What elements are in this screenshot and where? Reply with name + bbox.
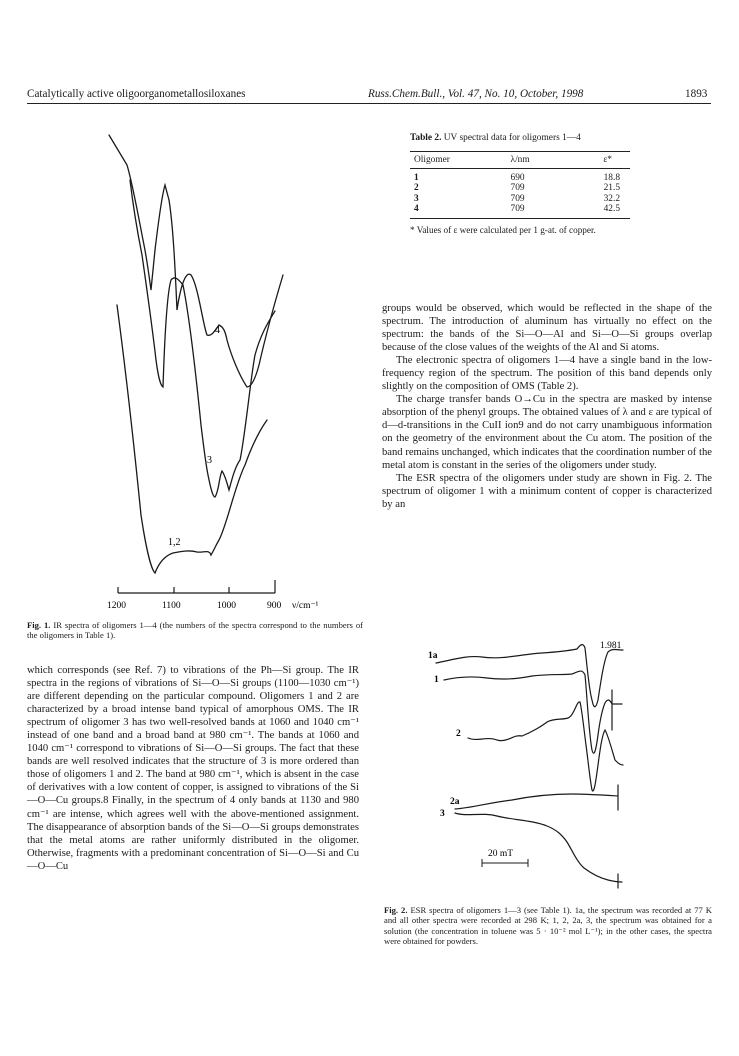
- ir-tick-label-1000: 1000: [217, 601, 236, 611]
- ir-x-unit: ν/cm⁻¹: [292, 601, 319, 611]
- table-2-title: [410, 133, 630, 144]
- header-page-number: 1893: [685, 88, 708, 100]
- table-2-title-text: UV spectral data for oligomers 1—4: [443, 133, 581, 143]
- cell-oligomer: 3: [414, 193, 419, 204]
- left-paragraph-1: which corresponds (see Ref. 7) to vibrations of the Ph—Si group. The IR spectra in the regions of vibrations of Si—O—Si groups (1100—1030 cm⁻¹) are different depending on the particular compound. Oligomers 1 and 2 are characterized by a broad intense band typical of amorphous OMS. The IR spectrum of oligomer 3 has two well-resolved bands at 1060 and 1040 cm⁻¹ instead of one band and a broad band at 980 cm⁻¹. The bands at 1060 and 1040 cm⁻¹ correspond to vibrations of Si—O—Si groups. The fact that these bands are well resolved indicates that the structure of 3 is more ordered than those of oligomers 1 and 2. The band at 980 cm⁻¹, which is absent in the case of derivatives with a low content of copper, is assigned to vibrations of the Si—O—Cu groups.8 Finally, in the spectrum of 4 only bands at 1130 and 980 cm⁻¹ are intense, which agrees well with the above-mentioned assignment. The disappearance of absorption bands of the Si—O—Si groups demonstrates that the metal atoms are rather uniformly distributed in the oligomer. Otherwise, fragments with a predominant concentration of Si—O—Si and Cu—O—Cu: [27, 665, 359, 872]
- cell-lambda: 709: [510, 193, 525, 204]
- cell-eps: 42.5: [603, 204, 620, 215]
- cell-eps: 18.8: [603, 172, 620, 183]
- table-2-footnote: * Values of ε were calculated per 1 g-at. of copper.: [410, 224, 596, 235]
- header-rule: [27, 103, 711, 104]
- esr-spectrum-1: [444, 671, 622, 753]
- table-row: [410, 183, 630, 194]
- ir-spectrum-3: [130, 180, 275, 497]
- esr-spectrum-1a: [436, 645, 623, 707]
- fig1-caption: [27, 620, 363, 641]
- esr-curve-label-2: 2: [456, 729, 461, 739]
- col-lambda: λ/nm: [510, 155, 530, 165]
- esr-curve-label-1: 1: [434, 675, 439, 685]
- right-paragraph-3: The charge transfer bands O→Cu in the spectra are masked by intense absorption of the phenyl groups. The obtained values of λ and ε are typical of d—d-transitions in the CuII ion9 and do not carry unambiguous information on the geometry of the environment about the Cu atom. The position of the band remains unchanged, which indicates that the coordination number of the metal atom is constant in the series of the oligomers under study.: [382, 394, 712, 471]
- ir-tick-label-1200: 1200: [107, 601, 126, 611]
- fig1-caption-label: Fig. 1.: [27, 620, 51, 630]
- cell-eps: 32.2: [603, 193, 620, 204]
- table-2-title-label: Table 2.: [410, 133, 442, 143]
- esr-scale-label: 20 mT: [488, 849, 514, 859]
- ir-spectra-figure: [95, 125, 360, 615]
- cell-oligomer: 2: [414, 183, 419, 194]
- ir-curve-label-3: 3: [207, 455, 212, 466]
- ir-curve-label-1-2: 1,2: [168, 537, 181, 548]
- ir-tick-label-900: 900: [267, 601, 282, 611]
- table-row: [410, 194, 630, 205]
- esr-curve-label-3: 3: [440, 809, 445, 819]
- ir-curve-label-4: 4: [215, 325, 220, 336]
- header-title: Catalytically active oligoorganometallosiloxanes: [27, 88, 246, 100]
- fig2-caption-text: ESR spectra of oligomers 1—3 (see Table 1). 1a, the spectrum was recorded at 77 K and all other spectra were recorded at 298 K; 1, 2, 2a, 3, the spectrum was obtained for a solution (the concentration in toluene was 5 · 10⁻² mol L⁻¹); in the other cases, the spectra were obtained for powders.: [384, 905, 713, 947]
- cell-oligomer: 1: [414, 172, 419, 183]
- right-column-text: [382, 302, 712, 511]
- table-row: [410, 204, 630, 218]
- left-column-text: [27, 664, 359, 873]
- cell-lambda: 709: [510, 183, 525, 194]
- esr-spectra-figure: [422, 630, 672, 898]
- right-paragraph-1: groups would be observed, which would be reflected in the shape of the spectrum. The introduction of aluminum has virtually no effect on the spectrum: the bands of the Si—O—Al and Si—O—Si groups overlap because of the close values of the weights of the Al and Si atoms.: [382, 303, 712, 354]
- table-2-grid: [410, 151, 630, 219]
- cell-eps: 21.5: [603, 183, 620, 194]
- fig1-caption-text: IR spectra of oligomers 1—4 (the numbers of the spectra correspond to the numbers of the oligomers in Table 1).: [27, 620, 363, 641]
- table-2: [410, 133, 630, 236]
- cell-lambda: 709: [510, 204, 525, 215]
- esr-curve-label-1a: 1a: [428, 651, 438, 661]
- cell-lambda: 690: [510, 172, 525, 183]
- right-paragraph-4: The ESR spectra of the oligomers under study are shown in Fig. 2. The spectrum of oligomer 1 with a minimum content of copper is characterized by an: [382, 472, 712, 510]
- fig2-caption-label: Fig. 2.: [384, 905, 408, 915]
- esr-curve-label-2a: 2a: [450, 797, 460, 807]
- right-paragraph-2: The electronic spectra of oligomers 1—4 have a single band in the low-frequency region of the spectrum. The position of this band depends only slightly on the composition of OMS (Table 2).: [382, 355, 712, 393]
- cell-oligomer: 4: [414, 204, 419, 215]
- esr-g-value: 1.981: [600, 641, 622, 651]
- table-row: [410, 168, 630, 183]
- ir-tick-label-1100: 1100: [162, 601, 181, 611]
- esr-spectrum-2: [468, 702, 623, 791]
- col-oligomer: Oligomer: [414, 155, 450, 165]
- header-journal: Russ.Chem.Bull., Vol. 47, No. 10, October, 1998: [368, 88, 584, 100]
- col-eps: ε*: [603, 155, 612, 165]
- fig2-caption: [384, 905, 712, 947]
- esr-spectrum-3: [455, 813, 622, 888]
